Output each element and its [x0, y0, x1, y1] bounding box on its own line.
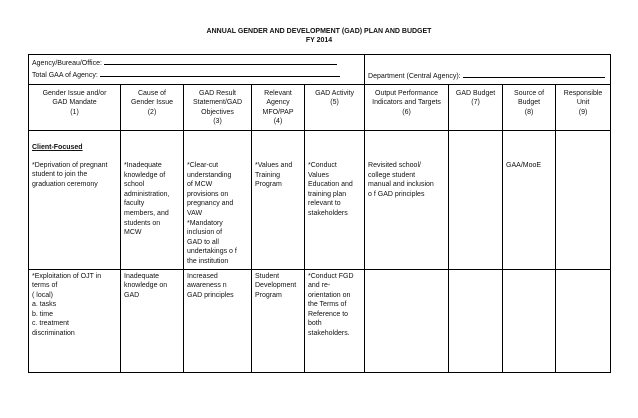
col-header-source-of-budget — [503, 84, 556, 130]
cell-gad-budget — [449, 130, 503, 269]
cell-gender-issue — [29, 269, 121, 372]
header-text: MFO/PAP — [262, 108, 294, 116]
title-line-1: ANNUAL GENDER AND DEVELOPMENT (GAD) PLAN AND BUDGET — [206, 28, 432, 35]
cell-responsible-unit — [556, 130, 611, 269]
header-text: Statement/GAD — [192, 99, 243, 107]
table-row — [29, 269, 611, 372]
total-gaa-label: Total GAA of Agency: — [32, 71, 100, 79]
department-line — [368, 57, 607, 82]
header-text: Unit — [576, 99, 590, 107]
header-text: GAD Activity — [315, 89, 354, 97]
col-header-relevant-mfo — [252, 84, 305, 130]
cell-source-of-budget — [503, 269, 556, 372]
cell-text: *Deprivation of pregnant student to join the graduation ceremony — [32, 161, 108, 188]
cell-source-of-budget — [503, 130, 556, 269]
cell-gad-activity — [305, 269, 365, 372]
agency-info-row — [29, 55, 611, 85]
col-header-gad-activity — [305, 84, 365, 130]
column-header-row — [29, 84, 611, 130]
cell-cause — [121, 130, 184, 269]
cell-gad-result — [184, 130, 252, 269]
cell-text: GAA/MooE — [506, 161, 542, 169]
cell-text: *Exploitation of OJT in terms of ( local) a. tasks b. time c. treatment discrimination — [32, 272, 102, 338]
agency-info-cell — [29, 55, 365, 85]
col-header-output-indicators — [365, 84, 449, 130]
header-text: Source of — [514, 89, 545, 97]
cell-text: *Clear-cut understanding of MCW provisions on pregnancy and VAW *Mandatory inclusion of GAD to all undertakings o f the institution — [187, 161, 237, 265]
header-number: (1) — [70, 108, 79, 116]
cell-gender-issue — [29, 130, 121, 269]
cell-text: *Values and Training Program — [255, 161, 293, 189]
page-title — [0, 27, 638, 45]
cell-relevant-mfo — [252, 130, 305, 269]
col-header-cause — [121, 84, 184, 130]
header-number: (8) — [524, 108, 534, 116]
cell-text: Revisited school/ college student manual and inclusion o f GAD principles — [368, 161, 434, 198]
total-gaa-blank — [100, 69, 340, 77]
header-number: (4) — [273, 118, 283, 126]
section-label-client-focused: Client-Focused — [32, 143, 83, 151]
cell-text: *Conduct Values Education and training plan relevant to stakeholders — [308, 161, 353, 217]
cell-text: Increased awareness n GAD principles — [187, 272, 234, 299]
header-number: (6) — [402, 108, 411, 116]
header-text: Responsible — [563, 89, 603, 97]
table-row — [29, 130, 611, 269]
header-text: GAD Result — [199, 89, 236, 97]
header-text: GAD Mandate — [52, 99, 97, 107]
cell-cause — [121, 269, 184, 372]
cell-text: Student Development Program — [255, 272, 297, 299]
department-label: Department (Central Agency): — [368, 73, 463, 80]
header-text: Objectives — [201, 108, 234, 116]
header-number: (2) — [147, 108, 157, 116]
header-text: Budget — [517, 99, 541, 107]
col-header-responsible-unit — [556, 84, 611, 130]
cell-text: *Conduct FGD and re- orientation on the Terms of Reference to both stakeholders. — [308, 272, 354, 338]
agency-office-label: Agency/Bureau/Office: — [32, 60, 104, 67]
header-number: (3) — [213, 118, 222, 126]
department-cell — [365, 55, 611, 85]
cell-relevant-mfo — [252, 269, 305, 372]
agency-office-blank — [104, 57, 337, 65]
cell-gad-result — [184, 269, 252, 372]
department-blank — [463, 70, 605, 78]
gad-plan-table — [28, 54, 611, 373]
header-number: (9) — [578, 108, 588, 116]
total-gaa-line — [32, 69, 361, 81]
col-header-gad-budget — [449, 84, 503, 130]
header-text: Indicators and Targets — [372, 99, 441, 107]
col-header-gender-issue — [29, 84, 121, 130]
cell-output-indicators — [365, 269, 449, 372]
header-text: Gender Issue and/or — [42, 89, 107, 97]
agency-office-line — [32, 57, 361, 69]
header-text: Relevant — [264, 89, 292, 97]
cell-output-indicators — [365, 130, 449, 269]
header-text: Cause of — [137, 89, 167, 97]
header-text: Output Performance — [375, 89, 439, 97]
cell-text: *Inadequate knowledge of school administration, faculty members, and students on MCW — [124, 161, 170, 237]
header-text: GAD Budget — [455, 89, 496, 97]
title-line-2: FY 2014 — [305, 37, 333, 44]
col-header-gad-result — [184, 84, 252, 130]
header-text: Agency — [266, 99, 290, 107]
cell-gad-activity — [305, 130, 365, 269]
header-text: Gender Issue — [130, 99, 174, 107]
cell-gad-budget — [449, 269, 503, 372]
header-number: (5) — [330, 99, 339, 107]
cell-responsible-unit — [556, 269, 611, 372]
cell-text: Inadequate knowledge on GAD — [124, 272, 168, 299]
header-number: (7) — [471, 99, 480, 107]
